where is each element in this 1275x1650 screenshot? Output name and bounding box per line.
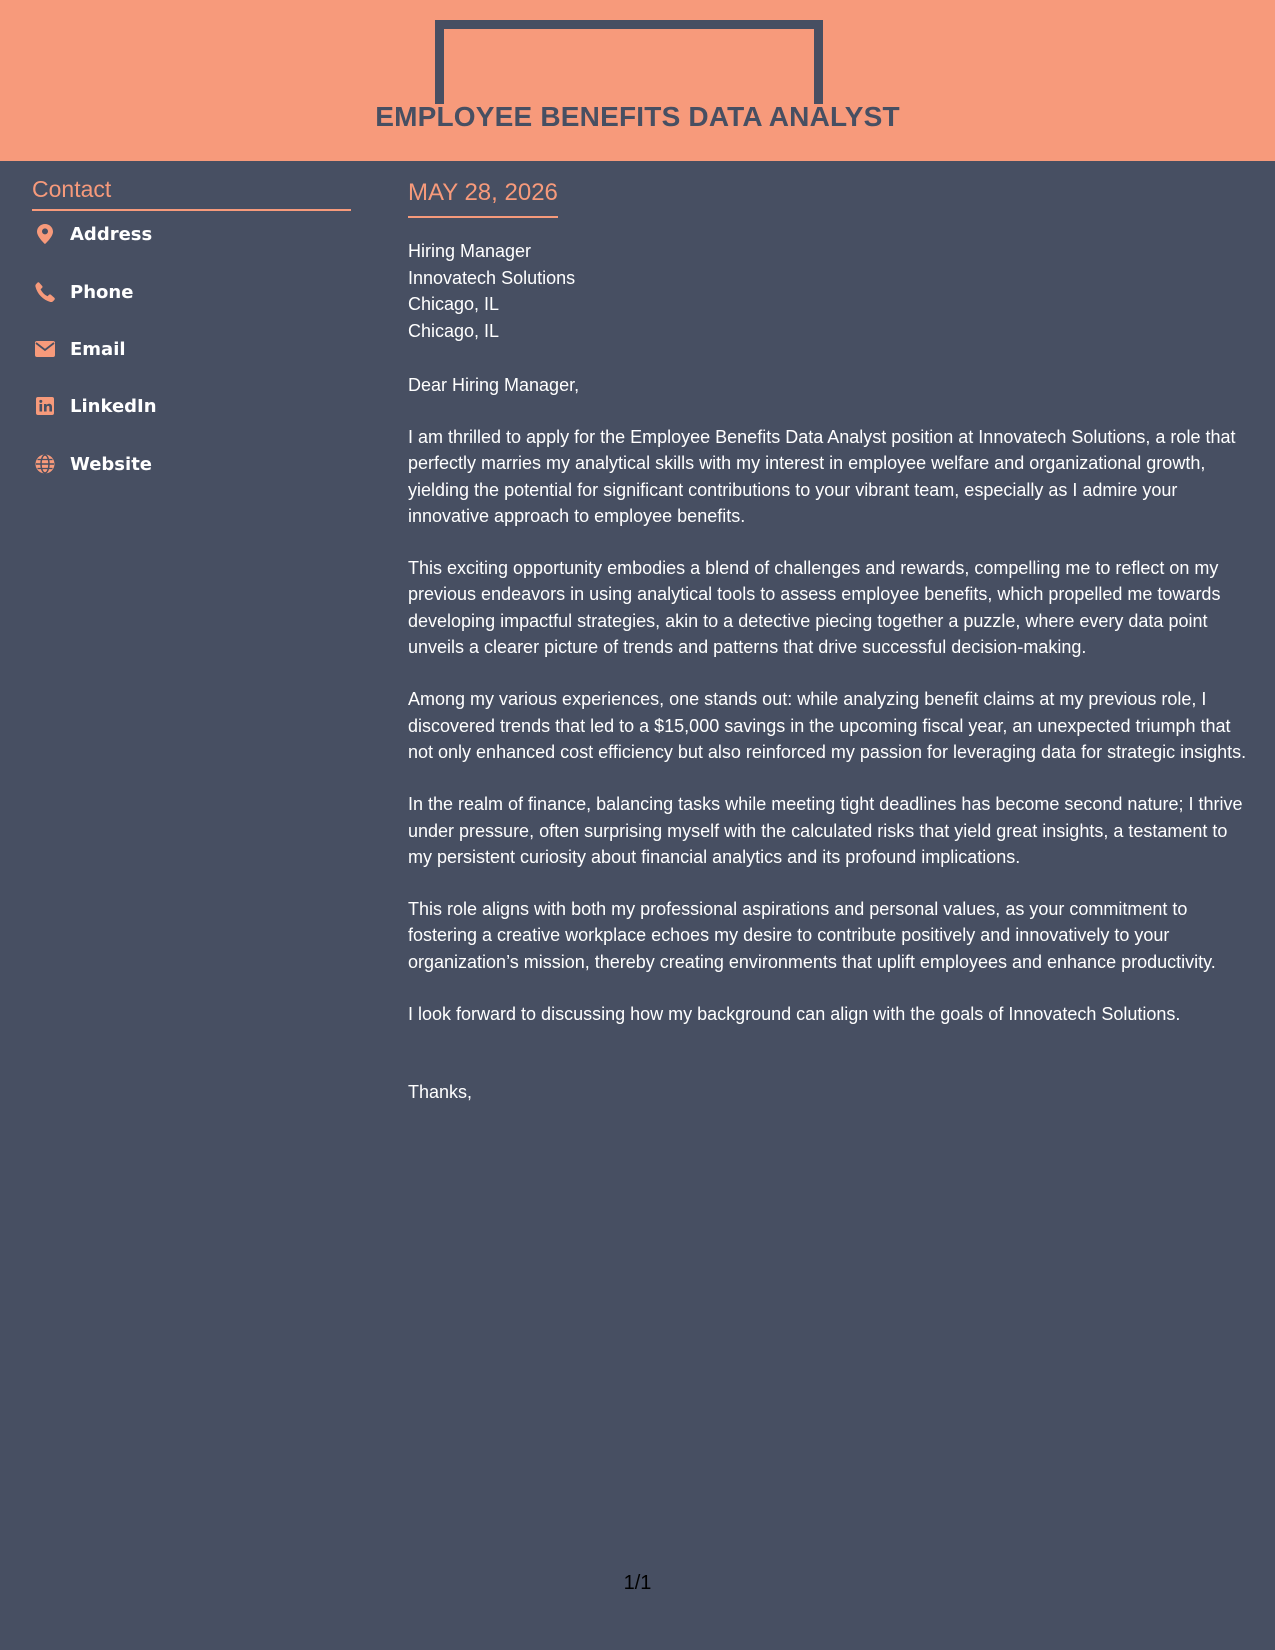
contact-item-address[interactable] (32, 221, 152, 247)
recipient-block (408, 238, 1248, 344)
letter-body (408, 178, 1248, 1105)
contact-item-phone[interactable] (32, 279, 133, 305)
recipient-company: Innovatech Solutions (408, 267, 576, 288)
header-banner (0, 0, 1275, 161)
contact-label-email: Email (70, 338, 126, 360)
page-number: 1/1 (623, 1572, 652, 1594)
contact-item-email[interactable] (32, 336, 126, 362)
letter-paragraph: I look forward to discussing how my background can align with the goals of Innovatech Solutions. (408, 1004, 1181, 1025)
title-bracket-decoration (435, 20, 823, 104)
letter-paragraph: I am thrilled to apply for the Employee Benefits Data Analyst position at Innovatech Solutions, a role that perfectly marries my analytical skills with my interest in employee welfare and organizational growth, yielding the potential for significant contributions to your vibrant team, especially as I admire your innovative approach to employee benefits. (408, 427, 1236, 526)
contact-label-website: Website (70, 453, 153, 475)
contact-heading: Contact (32, 175, 351, 211)
letter-paragraph: Among my various experiences, one stands out: while analyzing benefit claims at my previous role, I discovered trends that led to a $15,000 savings in the upcoming fiscal year, an unexpected triumph that not only enhanced cost efficiency but also reinforced my passion for leveraging data for strategic insights. (408, 689, 1247, 762)
map-marker-icon (32, 223, 58, 245)
linkedin-icon (32, 395, 58, 417)
letter-date: MAY 28, 2026 (408, 178, 558, 218)
closing: Thanks, (408, 1082, 473, 1103)
recipient-city: Chicago, IL (408, 294, 500, 314)
phone-icon (32, 281, 58, 303)
contact-item-linkedin[interactable] (32, 393, 157, 419)
salutation: Dear Hiring Manager, (408, 375, 580, 395)
recipient-city: Chicago, IL (408, 320, 500, 341)
contact-label-phone: Phone (70, 281, 134, 303)
letter-paragraph: This exciting opportunity embodies a blend of challenges and rewards, compelling me to reflect on my previous endeavors in using analytical tools to assess employee benefits, which propelled me towards developing impactful strategies, akin to a detective piecing together a puzzle, where every data point unveils a clearer picture of trends and patterns that drive successful decision-making. (408, 558, 1221, 658)
page-title: EMPLOYEE BENEFITS DATA ANALYST (375, 101, 900, 132)
contact-label-address: Address (70, 223, 153, 245)
letter-paragraph: In the realm of finance, balancing tasks while meeting tight deadlines has become second nature; I thrive under pressure, often surprising myself with the calculated risks that yield great insights, a testament to my persistent curiosity about financial analytics and its profound implications. (408, 794, 1243, 867)
envelope-icon (32, 338, 58, 360)
contact-item-website[interactable] (32, 451, 152, 477)
letter-paragraph: This role aligns with both my professional aspirations and personal values, as your commitment to fostering a creative workplace echoes my desire to contribute positively and innovatively to your organization’s mission, thereby creating environments that uplift employees and enhance productivity. (408, 899, 1216, 972)
recipient-name: Hiring Manager (408, 241, 532, 261)
globe-icon (32, 453, 58, 475)
contact-sidebar (32, 175, 351, 475)
contact-label-linkedin: LinkedIn (70, 395, 157, 417)
